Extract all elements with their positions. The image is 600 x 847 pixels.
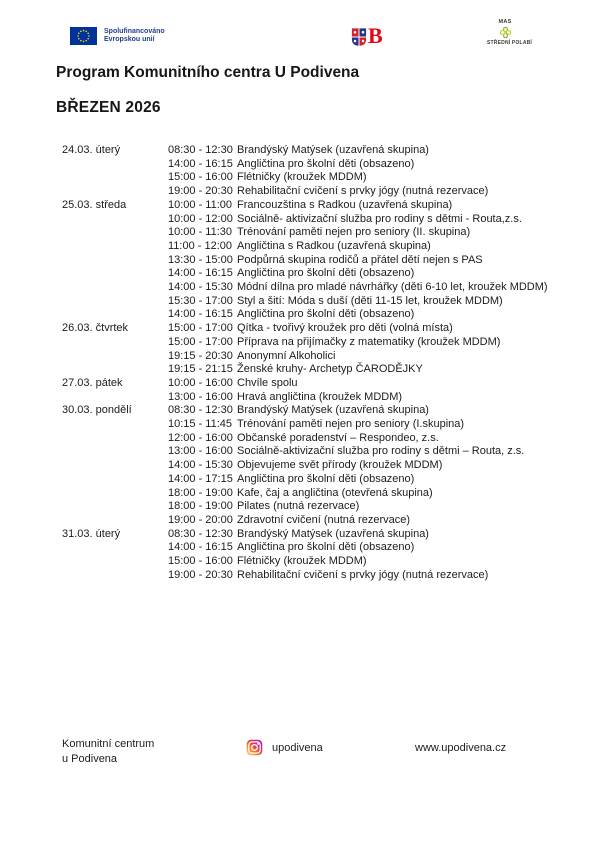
mas-logo-icon xyxy=(499,26,512,39)
schedule-row xyxy=(62,267,562,281)
schedule-row xyxy=(62,569,562,583)
schedule-time: 13:00 - 16:00 xyxy=(168,390,233,403)
schedule-time: 10:00 - 16:00 xyxy=(168,376,233,389)
schedule-date xyxy=(62,473,168,487)
city-logo-letter: B xyxy=(368,23,383,48)
schedule-time: 15:00 - 17:00 xyxy=(168,322,233,335)
schedule-activity: Brandýský Matýsek (uzavřená skupina) xyxy=(237,144,429,156)
schedule-date: 24.03. úterý xyxy=(62,144,121,156)
eu-flag-icon xyxy=(70,27,97,45)
schedule-date xyxy=(62,226,168,240)
schedule-time: 08:30 - 12:30 xyxy=(168,527,233,540)
schedule-activity: Kafe, čaj a angličtina (otevřená skupina) xyxy=(237,486,433,499)
schedule-activity: Ženské kruhy- Archetyp ČARODĚJKY xyxy=(237,363,423,376)
schedule-activity: Rehabilitační cvičení s prvky jógy (nutná rezervace) xyxy=(237,185,489,198)
schedule-activity: Hravá angličtina (kroužek MDDM) xyxy=(237,390,403,403)
schedule-row xyxy=(62,199,562,213)
schedule-time: 19:00 - 20:30 xyxy=(168,185,233,198)
schedule-row xyxy=(62,185,562,199)
footer-instagram xyxy=(246,739,323,756)
schedule-time: 13:00 - 16:00 xyxy=(168,445,233,458)
schedule-date xyxy=(62,295,168,309)
eu-cofunded-logo xyxy=(70,27,165,45)
schedule-row xyxy=(62,363,562,377)
footer-organization xyxy=(62,737,154,766)
schedule-activity: Trénování paměti nejen pro seniory (I.skupina) xyxy=(237,418,465,431)
schedule-date: 30.03. pondělí xyxy=(62,404,132,417)
schedule-activity: Angličtina pro školní děti (obsazeno) xyxy=(237,541,415,554)
schedule-date xyxy=(62,240,168,254)
schedule-activity: Objevujeme svět přírody (kroužek MDDM) xyxy=(237,459,443,472)
schedule-date xyxy=(62,555,168,569)
schedule-time: 10:00 - 12:00 xyxy=(168,212,233,225)
mas-logo-top-label: MAS xyxy=(498,19,512,25)
schedule-time: 10:15 - 11:45 xyxy=(168,418,233,431)
schedule-row xyxy=(62,459,562,473)
schedule-time: 19:00 - 20:00 xyxy=(168,513,233,526)
schedule-date: 26.03. čtvrtek xyxy=(62,322,129,335)
schedule-activity: Občanské poradenství – Respondeo, z.s. xyxy=(237,431,439,444)
schedule-activity: Styl a šití: Móda s duší (děti 11-15 let, kroužek MDDM) xyxy=(237,294,503,307)
schedule-row xyxy=(62,144,562,158)
schedule-activity: Flétničky (kroužek MDDM) xyxy=(237,171,367,184)
schedule-activity: Angličtina pro školní děti (obsazeno) xyxy=(237,472,415,485)
schedule-row xyxy=(62,528,562,542)
schedule-row xyxy=(62,487,562,501)
city-logo xyxy=(351,23,383,48)
schedule-time: 18:00 - 19:00 xyxy=(168,486,233,499)
schedule-row xyxy=(62,158,562,172)
schedule-date xyxy=(62,487,168,501)
schedule-time: 11:00 - 12:00 xyxy=(168,239,233,252)
schedule-time: 13:30 - 15:00 xyxy=(168,253,233,266)
eu-logo-text xyxy=(104,28,165,45)
city-coat-of-arms-icon xyxy=(351,27,367,47)
schedule-activity: Angličtina pro školní děti (obsazeno) xyxy=(237,308,415,321)
schedule-date xyxy=(62,158,168,172)
schedule-row xyxy=(62,514,562,528)
schedule-date xyxy=(62,418,168,432)
schedule-activity: Chvíle spolu xyxy=(237,376,298,389)
schedule-row xyxy=(62,541,562,555)
schedule-row xyxy=(62,336,562,350)
schedule-date xyxy=(62,213,168,227)
footer-org-line1: Komunitní centrum xyxy=(62,738,155,750)
schedule-date xyxy=(62,541,168,555)
schedule-row xyxy=(62,473,562,487)
schedule-row xyxy=(62,418,562,432)
schedule-date xyxy=(62,514,168,528)
schedule-time: 15:00 - 16:00 xyxy=(168,171,233,184)
schedule-time: 08:30 - 12:30 xyxy=(168,404,233,417)
schedule-activity: Podpůrná skupina rodičů a přátel dětí nejen s PAS xyxy=(237,253,483,266)
schedule-row xyxy=(62,445,562,459)
schedule-date xyxy=(62,363,168,377)
schedule-row xyxy=(62,555,562,569)
schedule-row xyxy=(62,295,562,309)
schedule-activity: Brandýský Matýsek (uzavřená skupina) xyxy=(237,404,429,417)
schedule-activity: Angličtina pro školní děti (obsazeno) xyxy=(237,157,415,170)
schedule-row xyxy=(62,432,562,446)
schedule-row xyxy=(62,213,562,227)
schedule-time: 14:00 - 17:15 xyxy=(168,472,233,485)
eu-logo-line2: Evropskou unií xyxy=(104,36,155,43)
schedule-time: 08:30 - 12:30 xyxy=(168,144,233,156)
schedule-time: 12:00 - 16:00 xyxy=(168,431,233,444)
mas-logo-bottom-label: STŘEDNÍ POLABÍ xyxy=(487,40,533,46)
schedule-date xyxy=(62,500,168,514)
footer-website: www.upodivena.cz xyxy=(415,742,507,754)
schedule-date xyxy=(62,308,168,322)
schedule-time: 14:00 - 16:15 xyxy=(168,541,233,554)
schedule-date xyxy=(62,569,168,583)
schedule-date xyxy=(62,445,168,459)
page-title: Program Komunitního centra U Podivena xyxy=(56,64,360,81)
schedule-row xyxy=(62,350,562,364)
schedule-activity: Trénování paměti nejen pro seniory (II. skupina) xyxy=(237,226,471,239)
schedule-date xyxy=(62,432,168,446)
schedule-row xyxy=(62,254,562,268)
schedule-row xyxy=(62,171,562,185)
schedule-activity: Rehabilitační cvičení s prvky jógy (nutná rezervace) xyxy=(237,568,489,581)
schedule-activity: Sociálně- aktivizační služba pro rodiny s dětmi - Routa,z.s. xyxy=(237,212,522,225)
schedule-activity: Angličtina pro školní děti (obsazeno) xyxy=(237,267,415,280)
schedule-date xyxy=(62,185,168,199)
schedule-time: 10:00 - 11:30 xyxy=(168,226,233,239)
schedule-activity: Příprava na přijímačky z matematiky (kroužek MDDM) xyxy=(237,335,501,348)
schedule-date xyxy=(62,459,168,473)
schedule-row xyxy=(62,281,562,295)
schedule-time: 14:00 - 16:15 xyxy=(168,308,233,321)
schedule-activity: Sociálně-aktivizační služba pro rodiny s dětmi – Routa, z.s. xyxy=(237,445,525,458)
schedule-activity: Qítka - tvořivý kroužek pro děti (volná místa) xyxy=(237,322,453,335)
schedule-date xyxy=(62,281,168,295)
schedule-activity: Zdravotní cvičení (nutná rezervace) xyxy=(237,513,411,526)
schedule-row xyxy=(62,322,562,336)
instagram-handle: upodivena xyxy=(272,741,323,754)
schedule-time: 14:00 - 16:15 xyxy=(168,157,233,170)
schedule-time: 15:30 - 17:00 xyxy=(168,294,233,307)
schedule-activity: Módní dílna pro mladé návrhářky (děti 6-10 let, kroužek MDDM) xyxy=(237,281,548,294)
schedule-time: 14:00 - 15:30 xyxy=(168,281,233,294)
mas-logo xyxy=(487,19,533,46)
schedule-date: 31.03. úterý xyxy=(62,527,121,540)
schedule-row xyxy=(62,500,562,514)
schedule-date: 27.03. pátek xyxy=(62,376,123,389)
schedule-activity: Flétničky (kroužek MDDM) xyxy=(237,555,367,568)
schedule-time: 19:00 - 20:30 xyxy=(168,568,233,581)
schedule-date xyxy=(62,254,168,268)
eu-logo-line1: Spolufinancováno xyxy=(104,27,165,35)
schedule-date xyxy=(62,350,168,364)
schedule-activity: Angličtina s Radkou (uzavřená skupina) xyxy=(237,239,431,252)
schedule-activity: Pilates (nutná rezervace) xyxy=(237,500,360,513)
schedule-row xyxy=(62,377,562,391)
schedule-time: 18:00 - 19:00 xyxy=(168,500,233,513)
schedule-time: 10:00 - 11:00 xyxy=(168,198,233,211)
schedule-time: 14:00 - 16:15 xyxy=(168,267,233,280)
schedule-time: 14:00 - 15:30 xyxy=(168,459,233,472)
schedule-row xyxy=(62,308,562,322)
schedule-date: 25.03. středa xyxy=(62,198,127,211)
schedule-time: 19:15 - 20:30 xyxy=(168,349,233,362)
footer-org-line2: u Podivena xyxy=(62,752,118,765)
schedule-date xyxy=(62,267,168,281)
schedule-date xyxy=(62,336,168,350)
schedule-time: 15:00 - 17:00 xyxy=(168,335,233,348)
schedule-row xyxy=(62,404,562,418)
schedule-activity: Anonymní Alkoholici xyxy=(237,349,336,362)
instagram-icon xyxy=(246,739,263,756)
schedule-date xyxy=(62,171,168,185)
schedule-activity: Francouzština s Radkou (uzavřená skupina) xyxy=(237,198,453,211)
schedule-row xyxy=(62,226,562,240)
schedule-row xyxy=(62,391,562,405)
schedule-date xyxy=(62,391,168,405)
schedule-time: 19:15 - 21:15 xyxy=(168,363,233,376)
schedule-time: 15:00 - 16:00 xyxy=(168,555,233,568)
page-subtitle: BŘEZEN 2026 xyxy=(56,99,161,116)
schedule-activity: Brandýský Matýsek (uzavřená skupina) xyxy=(237,527,429,540)
schedule-row xyxy=(62,240,562,254)
schedule-table xyxy=(62,144,562,583)
